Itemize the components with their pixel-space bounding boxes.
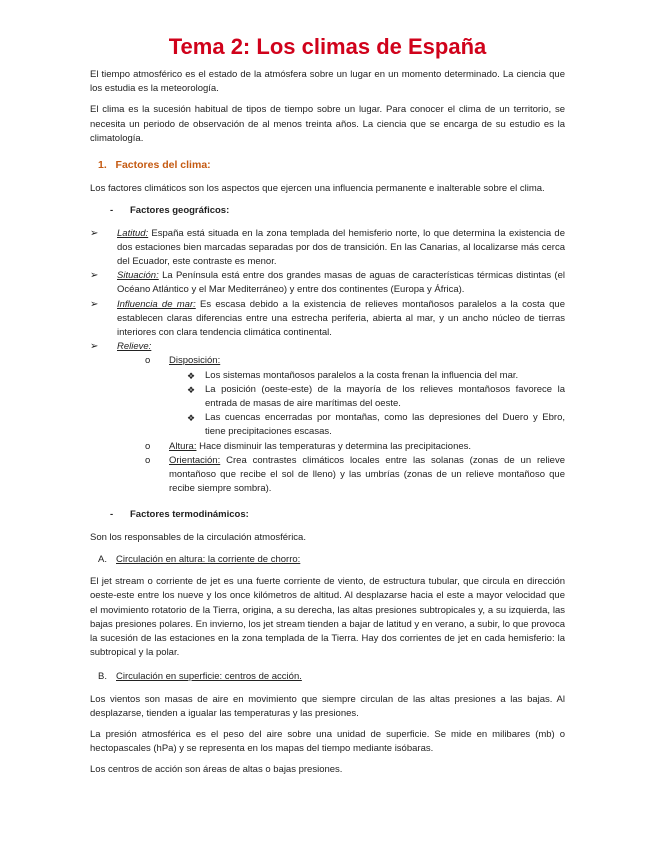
relieve-sublist <box>117 354 565 496</box>
section-intro: Los factores climáticos son los aspectos que ejercen una influencia permanente e inalterable sobre el clima. <box>90 183 545 195</box>
arrow-bullet-icon: ➢ <box>90 227 99 239</box>
geographic-factors-list <box>90 227 565 497</box>
arrow-bullet-icon: ➢ <box>90 298 99 310</box>
diamond-bullet-icon: ❖ <box>187 413 196 424</box>
paragraph-jet-stream: El jet stream o corriente de jet es una fuerte corriente de viento, de estructura tubular, que circula en dirección oeste-este entre los nueve y los once kilómetros de altitud. Al desplazarse hacia el este a mayor velocidad que el movimiento rotatorio de la Tierra, origina, a su derecha, las altas presiones subtropicales y, a su izquierda, las bajas presiones polares. En invierno, los jet stream tienden a bajar de latitud y en verano, a subir, lo que provoca la sucesión de las estaciones en la zona templada de la Tierra. Hay dos corrientes de jet en cada hemisferio: la subtropical y la polar. <box>90 576 565 659</box>
term-relieve: Relieve: <box>117 341 152 353</box>
text-latitud: España está situada en la zona templada del hemisferio norte, lo que determina la existencia de dos estaciones bien marcadas separadas por dos de transición. En las Canarias, al localizarse más cerca del Ecuador, este contraste es menor. <box>117 227 565 268</box>
thermo-intro: Son los responsables de la circulación atmosférica. <box>90 531 306 543</box>
diamond-bullet-icon: ❖ <box>187 370 196 381</box>
heading-circulacion-superficie-label: Circulación en superficie: centros de acción. <box>116 671 302 683</box>
subheading-geographic-label: Factores geográficos: <box>130 205 230 217</box>
term-orientacion: Orientación: <box>169 454 221 466</box>
section-number: 1. <box>98 159 107 172</box>
list-item-disposicion-2 <box>187 383 565 411</box>
section-heading-factors <box>98 158 565 172</box>
arrow-bullet-icon: ➢ <box>90 341 99 353</box>
letter-a: A. <box>98 553 107 565</box>
term-situacion: Situación: <box>117 270 159 282</box>
intro-paragraph-climate: El clima es la sucesión habitual de tipos de tiempo sobre un lugar. Para conocer el clima de un territorio, se necesita un periodo de observación de al menos treinta años. La ciencia que se encarga de su estudio es la climatología. <box>90 104 565 144</box>
section-title: Factores del clima: <box>115 159 211 172</box>
term-disposicion: Disposición: <box>169 355 221 367</box>
text-altura: Hace disminuir las temperaturas y determina las precipitaciones. <box>196 440 472 452</box>
list-item-disposicion <box>145 354 565 439</box>
disposicion-text: Las cuencas encerradas por montañas, como las depresiones del Duero y Ebro, tiene precipitaciones escasas. <box>205 412 565 438</box>
term-latitud: Latitud: <box>117 227 149 239</box>
heading-circulacion-altura-label: Circulación en altura: la corriente de chorro: <box>116 553 301 565</box>
dash-marker: - <box>110 205 114 217</box>
list-item-latitud <box>90 227 565 270</box>
arrow-bullet-icon: ➢ <box>90 270 99 282</box>
list-item-relieve <box>90 340 565 496</box>
heading-circulacion-altura <box>98 553 565 567</box>
subheading-thermodynamic <box>110 508 565 522</box>
text-orientacion: Crea contrastes climáticos locales entre las solanas (zonas de un relieve montañoso que recibe el sol de lleno) y las umbrías (zonas de un relieve montañoso que recibe siempre sombra). <box>169 454 565 495</box>
list-item-situacion <box>90 269 565 297</box>
circle-bullet-icon: o <box>145 440 151 452</box>
text-situacion: La Península está entre dos grandes masas de aguas de características térmicas distintas (el Océano Atlántico y el Mar Mediterráneo) y entre dos continentes (Europa y África). <box>117 270 565 296</box>
list-item-disposicion-1 <box>187 369 565 383</box>
paragraph-presion: La presión atmosférica es el peso del aire sobre una unidad de superficie. Se mide en milibares (mb) o hectopascales (hPa) y se representa en los mapas del tiempo mediante isóbaras. <box>90 728 565 755</box>
paragraph-vientos: Los vientos son masas de aire en movimiento que siempre circulan de las altas presiones a las bajas. Al desplazarse, tienden a igualar las temperaturas y las presiones. <box>90 693 565 719</box>
dash-marker: - <box>110 509 114 521</box>
circle-bullet-icon: o <box>145 355 151 367</box>
text-influencia-mar: Es escasa debido a la existencia de relieves montañosos paralelos a la costa que establecen claras diferencias entre una estrecha periferia, abierta al mar, y un ancho núcleo de tierras interiores con clara tendencia climática continental. <box>117 298 566 339</box>
diamond-bullet-icon: ❖ <box>187 384 196 395</box>
list-item-influencia-mar <box>90 298 565 341</box>
intro-paragraph-weather: El tiempo atmosférico es el estado de la atmósfera sobre un lugar en un momento determinado. La ciencia que los estudia es la meteorología. <box>90 69 565 95</box>
term-influencia-mar: Influencia de mar: <box>117 298 196 310</box>
heading-circulacion-superficie <box>98 670 565 684</box>
disposicion-text: Los sistemas montañosos paralelos a la costa frenan la influencia del mar. <box>205 369 519 381</box>
subheading-thermodynamic-label: Factores termodinámicos: <box>130 509 249 521</box>
list-item-altura <box>145 440 565 454</box>
list-item-orientacion <box>145 454 565 497</box>
page-title: Tema 2: Los climas de España <box>168 34 487 59</box>
disposicion-text: La posición (oeste-este) de la mayoría de los relieves montañosos favorece la entrada de masas de aire marítimas del oeste. <box>205 383 565 410</box>
term-altura: Altura: <box>169 440 197 452</box>
letter-b: B. <box>98 671 107 683</box>
circle-bullet-icon: o <box>145 454 151 466</box>
list-item-disposicion-3 <box>187 411 565 439</box>
subheading-geographic <box>110 204 565 218</box>
disposicion-sublist <box>169 369 565 440</box>
paragraph-centros-accion: Los centros de acción son áreas de altas o bajas presiones. <box>90 764 343 776</box>
